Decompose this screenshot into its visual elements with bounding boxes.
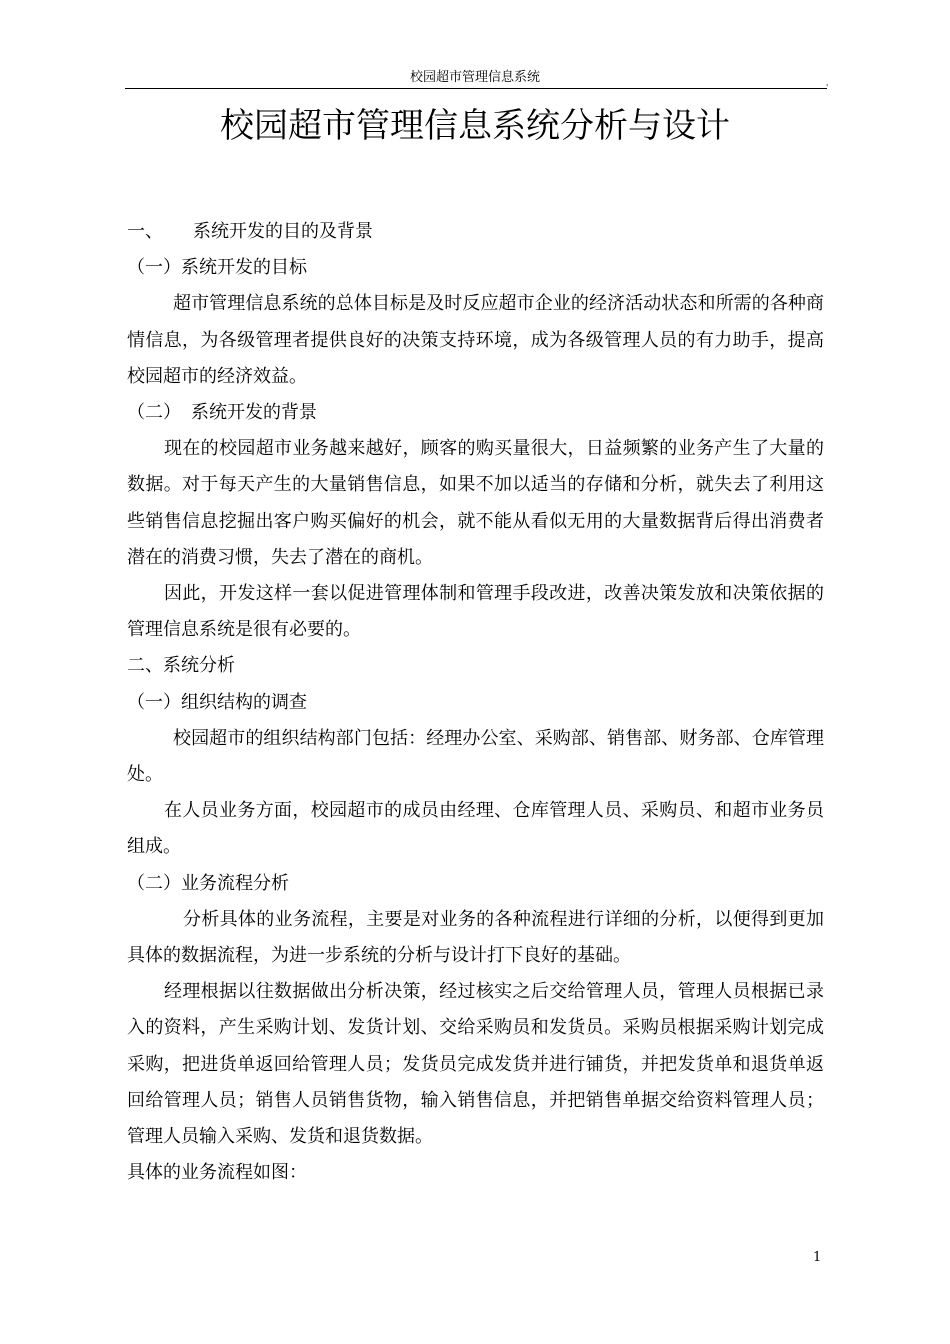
flow-intro-line: 具体的业务流程如图： (127, 1162, 307, 1184)
running-header: 校园超市管理信息系统 (409, 70, 540, 85)
section-1-2-paragraph-1: 现在的校园超市业务越来越好，顾客的购买量很大，日益频繁的业务产生了大量的数据。对于每天产生的大量销售信息，如果不加以适当的存储和分析，就失去了利用这些销售信息挖掘出客户购买偏好的机会，就不能从看似无用的大量数据背后得出消费者潜在的消费习惯，失去了潜在的商机。 (127, 438, 824, 568)
page-number: 1 (813, 1250, 822, 1265)
section-1-number: 一、 (127, 221, 163, 242)
section-2-1-paragraph-1: 校园超市的组织结构部门包括：经理办公室、采购部、销售部、财务部、仓库管理处。 (127, 727, 824, 786)
section-2-heading: 二、系统分析 (127, 655, 235, 677)
section-2-1-paragraph-2: 在人员业务方面，校园超市的成员由经理、仓库管理人员、采购员、和超市业务员组成。 (127, 800, 824, 858)
section-1-heading (127, 214, 824, 250)
section-2-2-paragraph-1: 分析具体的业务流程，主要是对业务的各种流程进行详细的分析，以便得到更加具体的数据流程，为进一步系统的分析与设计打下良好的基础。 (127, 908, 824, 967)
section-1-1-paragraph: 超市管理信息系统的总体目标是及时反应超市企业的经济活动状态和所需的各种商情信息，为各级管理者提供良好的决策支持环境，成为各级管理人员的有力助手，提高校园超市的经济效益。 (127, 293, 824, 387)
header-rule (125, 88, 827, 89)
section-2-2-heading: （二）业务流程分析 (127, 872, 289, 894)
section-2-2-paragraph-2: 经理根据以往数据做出分析决策，经过核实之后交给管理人员，管理人员根据已录入的资料，产生采购计划、发货计划、交给采购员和发货员。采购员根据采购计划完成采购，把进货单返回给管理人员；发货员完成发货并进行铺货，并把发货单和退货单返回给管理人员；销售人员销售货物，输入销售信息，并把销售单据交给资料管理人员；管理人员输入采购、发货和退货数据。 (127, 981, 824, 1148)
section-1-2-heading (127, 395, 824, 431)
section-1-1-heading: （一）系统开发的目标 (127, 257, 307, 279)
section-1-title: 系统开发的目的及背景 (193, 221, 373, 242)
section-1-2-number: （二） (127, 402, 181, 424)
header-mark: ' (826, 83, 829, 92)
document-title: 校园超市管理信息系统分析与设计 (220, 106, 730, 146)
section-1-2-title: 系统开发的背景 (191, 402, 317, 424)
document-body (127, 214, 824, 1191)
section-2-1-heading: （一）组织结构的调查 (127, 691, 307, 713)
section-1-2-paragraph-2: 因此，开发这样一套以促进管理体制和管理手段改进，改善决策发放和决策依据的管理信息系统是很有必要的。 (127, 583, 824, 641)
